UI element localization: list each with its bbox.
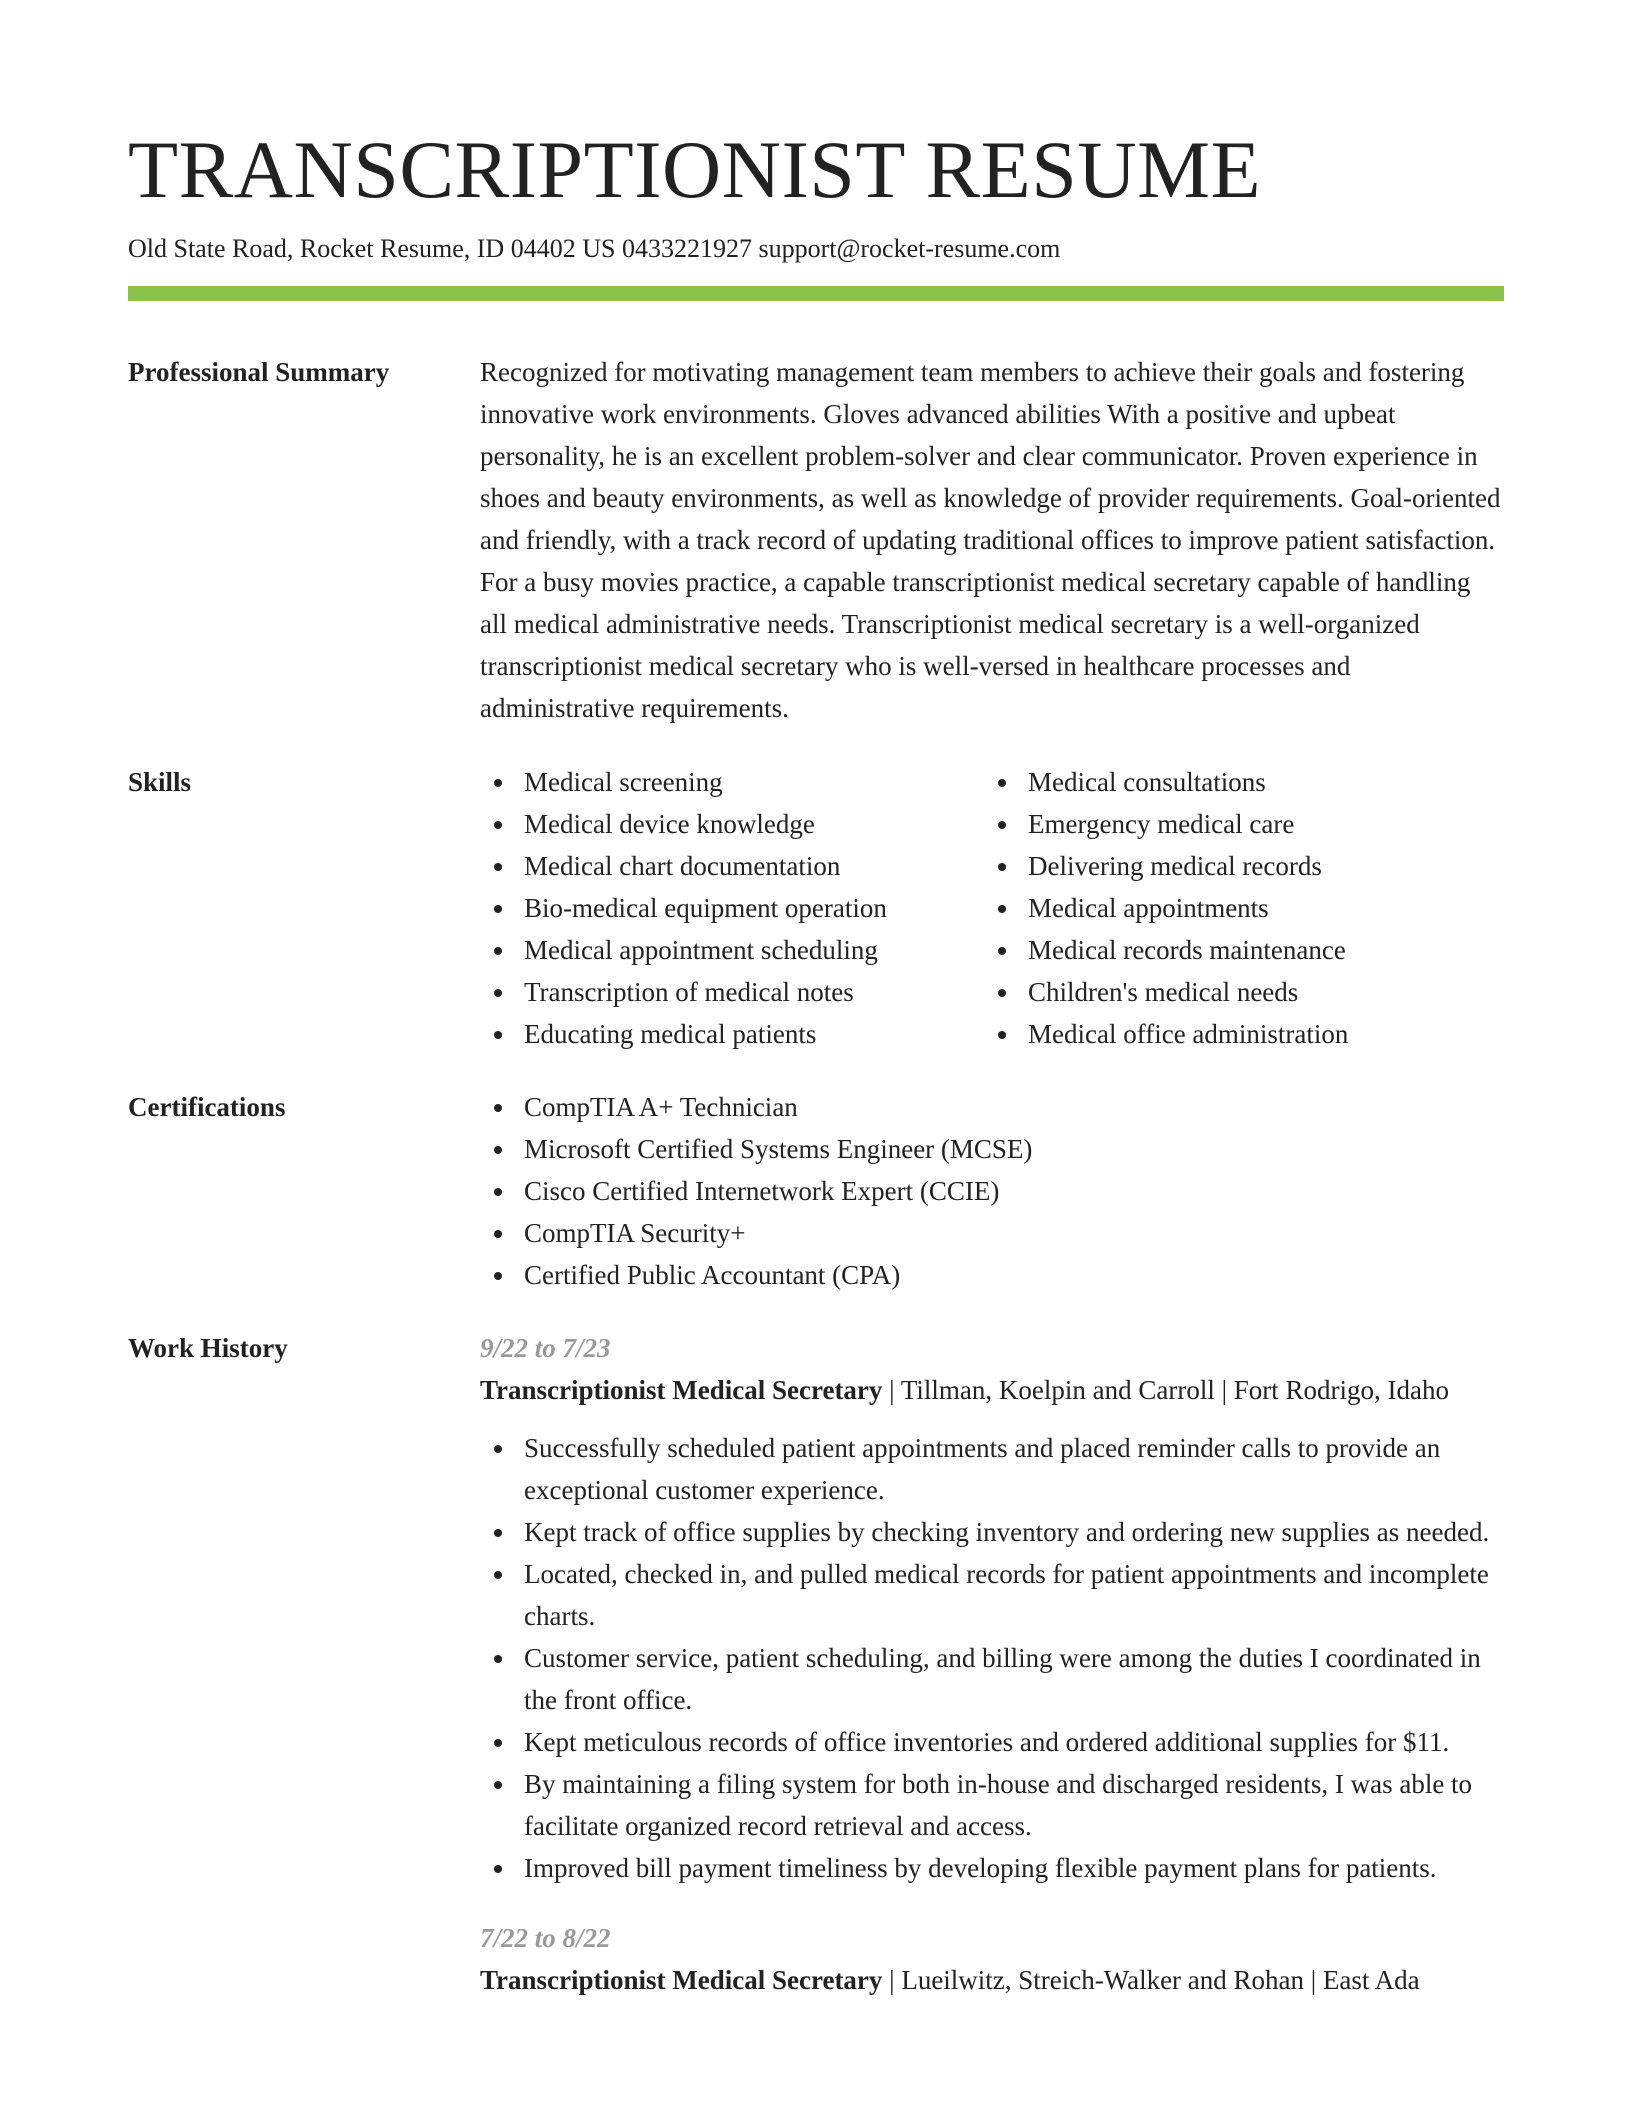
job-duty-item: Kept meticulous records of office inventories and ordered additional supplies for $11. (480, 1721, 1504, 1763)
job-duty-item: Kept track of office supplies by checking inventory and ordering new supplies as needed. (480, 1511, 1504, 1553)
job-entry (480, 1917, 1504, 2001)
job-heading (480, 1369, 1504, 1411)
work-history-body (480, 1327, 1504, 2001)
skill-item: Emergency medical care (984, 803, 1488, 845)
accent-divider (128, 286, 1504, 301)
certification-item: Cisco Certified Internetwork Expert (CCIE) (480, 1170, 1504, 1212)
job-entry (480, 1327, 1504, 1889)
skills-list-left (480, 761, 984, 1055)
skill-item: Bio-medical equipment operation (480, 887, 984, 929)
skills-columns (480, 761, 1504, 1055)
certification-item: CompTIA Security+ (480, 1212, 1504, 1254)
summary-text: Recognized for motivating management team members to achieve their goals and fostering innovative work environments. Gloves advanced abilities With a positive and upbeat personality, he is an excellent problem-solver and clear communicator. Proven experience in shoes and beauty environments, as well as knowledge of provider requirements. Goal-oriented and friendly, with a track record of updating traditional offices to improve patient satisfaction. For a busy movies practice, a capable transcriptionist medical secretary capable of handling all medical administrative needs. Transcriptionist medical secretary is a well-organized transcriptionist medical secretary who is well-versed in healthcare processes and administrative requirements. (480, 357, 1501, 723)
skills-section (128, 761, 1504, 1055)
job-heading (480, 1959, 1504, 2001)
skill-item: Medical chart documentation (480, 845, 984, 887)
skill-item: Medical appointment scheduling (480, 929, 984, 971)
job-company-location: | Lueilwitz, Streich-Walker and Rohan | East Ada (882, 1965, 1420, 1995)
skills-body (480, 761, 1504, 1055)
summary-body (480, 351, 1504, 729)
skill-item: Medical consultations (984, 761, 1488, 803)
skill-item: Educating medical patients (480, 1013, 984, 1055)
skill-item: Delivering medical records (984, 845, 1488, 887)
work-history-section (128, 1327, 1504, 2001)
section-label-certifications: Certifications (128, 1092, 286, 1122)
certifications-body (480, 1086, 1504, 1296)
job-dates: 7/22 to 8/22 (480, 1923, 611, 1953)
skill-item: Medical screening (480, 761, 984, 803)
skills-list-right (984, 761, 1488, 1055)
certification-item: Certified Public Accountant (CPA) (480, 1254, 1504, 1296)
skill-item: Transcription of medical notes (480, 971, 984, 1013)
job-duty-item: Located, checked in, and pulled medical records for patient appointments and incomplete charts. (480, 1553, 1504, 1637)
certification-item: Microsoft Certified Systems Engineer (MCSE) (480, 1128, 1504, 1170)
skill-item: Children's medical needs (984, 971, 1488, 1013)
job-company-location: | Tillman, Koelpin and Carroll | Fort Rodrigo, Idaho (882, 1375, 1449, 1405)
skill-item: Medical appointments (984, 887, 1488, 929)
resume-page (128, 122, 1504, 2001)
certifications-list (480, 1086, 1504, 1296)
job-dates: 9/22 to 7/23 (480, 1333, 611, 1363)
summary-section (128, 351, 1504, 729)
skill-item: Medical device knowledge (480, 803, 984, 845)
job-duties-list (480, 1427, 1504, 1889)
contact-line: Old State Road, Rocket Resume, ID 04402 US 0433221927 support@rocket-resume.com (128, 234, 1061, 263)
job-title: Transcriptionist Medical Secretary (480, 1965, 883, 1995)
skill-item: Medical office administration (984, 1013, 1488, 1055)
skill-item: Medical records maintenance (984, 929, 1488, 971)
section-label-work-history: Work History (128, 1333, 288, 1363)
certifications-section (128, 1086, 1504, 1296)
job-title: Transcriptionist Medical Secretary (480, 1375, 883, 1405)
job-duty-item: By maintaining a filing system for both in-house and discharged residents, I was able to facilitate organized record retrieval and access. (480, 1763, 1504, 1847)
resume-title: TRANSCRIPTIONIST RESUME (128, 124, 1262, 215)
certification-item: CompTIA A+ Technician (480, 1086, 1504, 1128)
job-duty-item: Successfully scheduled patient appointments and placed reminder calls to provide an exceptional customer experience. (480, 1427, 1504, 1511)
section-label-summary: Professional Summary (128, 357, 390, 387)
section-label-skills: Skills (128, 767, 192, 797)
job-duty-item: Improved bill payment timeliness by developing flexible payment plans for patients. (480, 1847, 1504, 1889)
job-duty-item: Customer service, patient scheduling, and billing were among the duties I coordinated in the front office. (480, 1637, 1504, 1721)
